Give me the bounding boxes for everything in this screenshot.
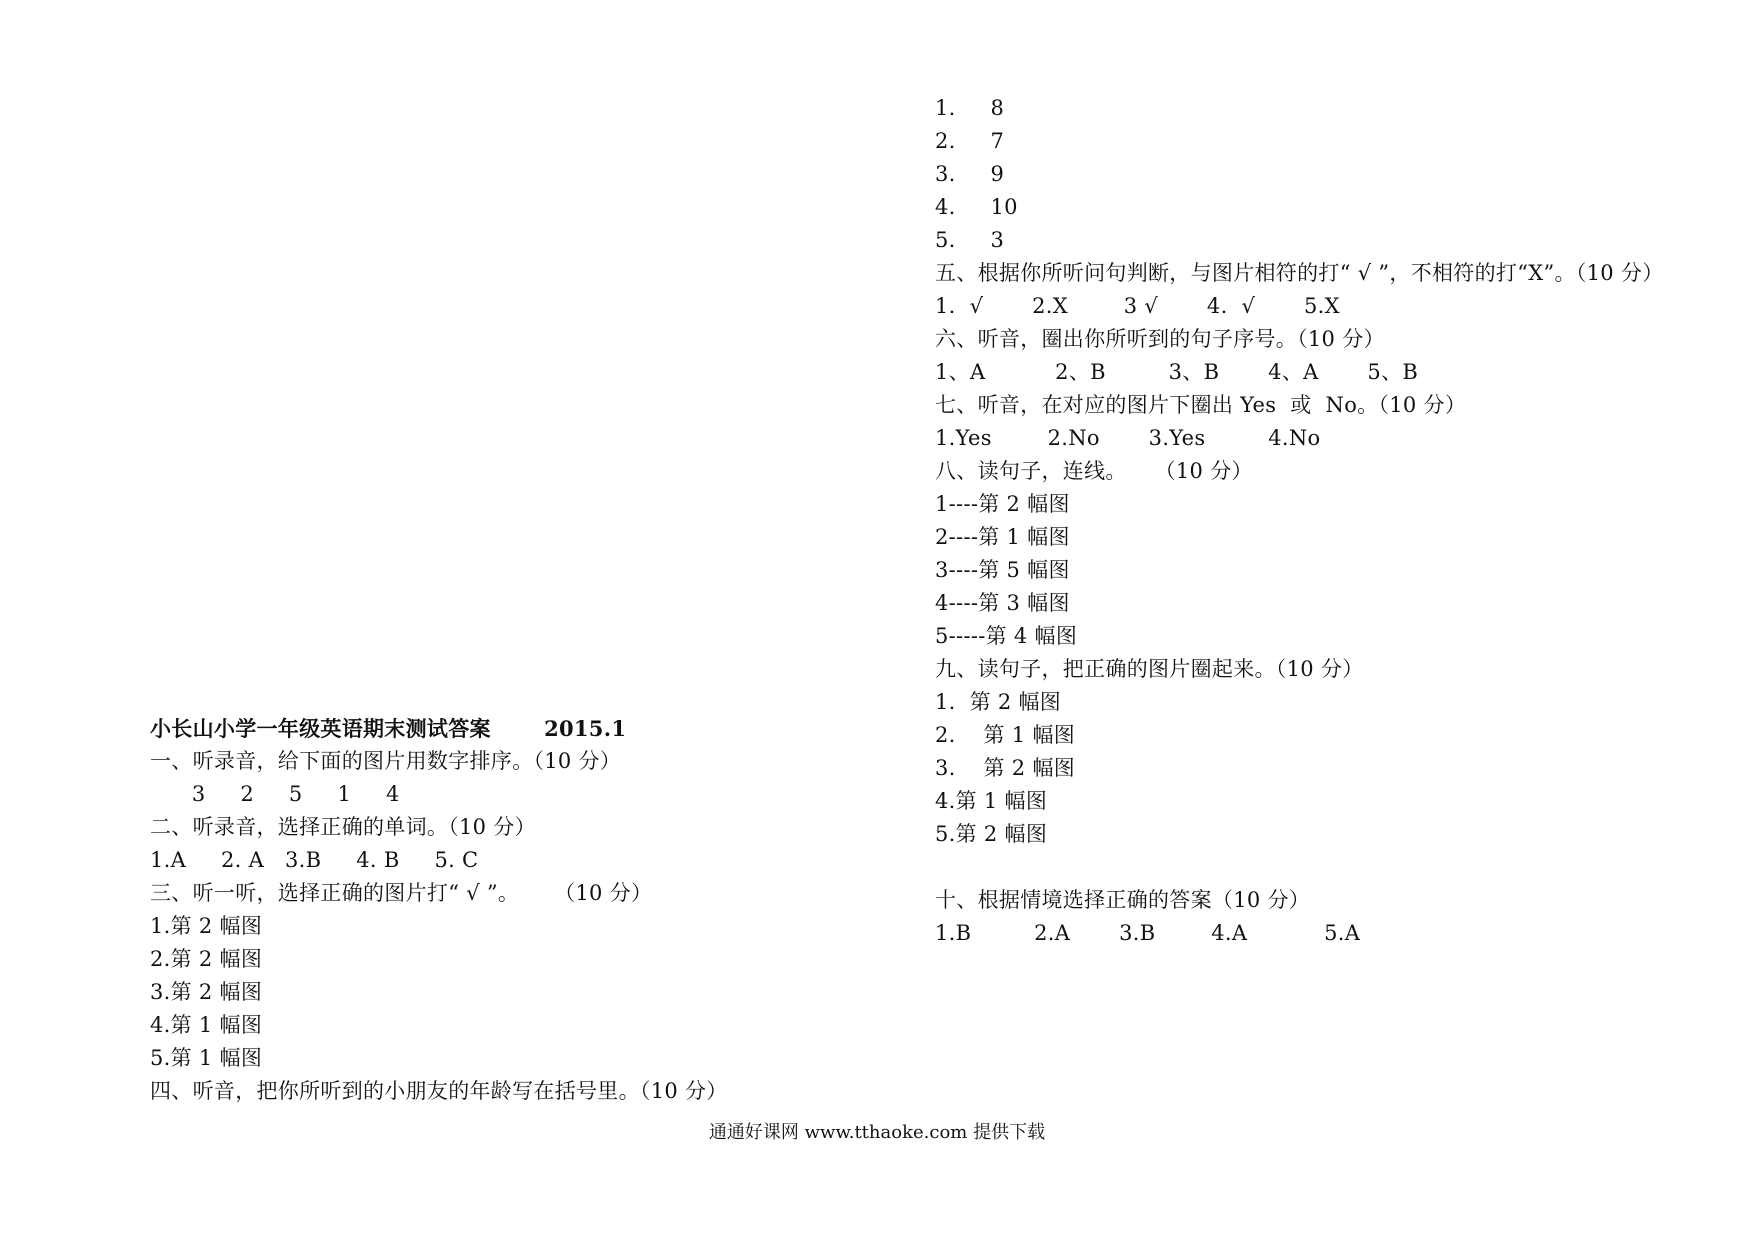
left-line: 3 2 5 1 4 — [150, 782, 400, 806]
right-line: 2. 第 1 幅图 — [935, 723, 1076, 747]
right-line: 1. 第 2 幅图 — [935, 690, 1062, 714]
right-line: 1----第 2 幅图 — [935, 492, 1070, 516]
right-line: 4----第 3 幅图 — [935, 591, 1070, 615]
right-line: 3. 第 2 幅图 — [935, 756, 1076, 780]
right-line: 2----第 1 幅图 — [935, 525, 1070, 549]
right-line: 1、A 2、B 3、B 4、A 5、B — [935, 360, 1419, 384]
right-line: 3----第 5 幅图 — [935, 558, 1070, 582]
left-line: 四、听音，把你所听到的小朋友的年龄写在括号里。（10 分） — [150, 1079, 728, 1103]
right-line: 九、读句子，把正确的图片圈起来。（10 分） — [935, 657, 1364, 681]
right-line: 4. 10 — [935, 195, 1018, 219]
left-line: 4.第 1 幅图 — [150, 1013, 263, 1037]
right-line: 1.B 2.A 3.B 4.A 5.A — [935, 921, 1361, 945]
right-line: 七、听音，在对应的图片下圈出 Yes 或 No。（10 分） — [935, 393, 1467, 417]
left-column — [150, 712, 770, 1108]
footer-credit: 通通好课网 www.tthaoke.com 提供下载 — [708, 1122, 1046, 1143]
left-line: 一、听录音，给下面的图片用数字排序。（10 分） — [150, 749, 622, 773]
right-column — [935, 92, 1715, 950]
spacer — [935, 851, 1715, 884]
right-line: 4.第 1 幅图 — [935, 789, 1048, 813]
left-line: 5.第 1 幅图 — [150, 1046, 263, 1070]
right-line: 1. √ 2.X 3 √ 4. √ 5.X — [935, 294, 1340, 318]
left-line: 3.第 2 幅图 — [150, 980, 263, 1004]
right-line: 五、根据你所听问句判断，与图片相符的打“ √ ”，不相符的打“X”。（10 分） — [935, 261, 1664, 285]
right-line: 十、根据情境选择正确的答案（10 分） — [935, 888, 1311, 912]
right-line: 1. 8 — [935, 96, 1005, 120]
right-line: 5. 3 — [935, 228, 1005, 252]
left-line: 二、听录音，选择正确的单词。（10 分） — [150, 815, 536, 839]
right-line: 5.第 2 幅图 — [935, 822, 1048, 846]
left-line: 1.第 2 幅图 — [150, 914, 263, 938]
left-line: 三、听一听，选择正确的图片打“ √ ”。 （10 分） — [150, 881, 653, 905]
right-line: 八、读句子，连线。 （10 分） — [935, 459, 1253, 483]
right-line: 2. 7 — [935, 129, 1005, 153]
right-line: 1.Yes 2.No 3.Yes 4.No — [935, 426, 1321, 450]
right-line: 5-----第 4 幅图 — [935, 624, 1078, 648]
left-line: 2.第 2 幅图 — [150, 947, 263, 971]
right-line: 六、听音，圈出你所听到的句子序号。（10 分） — [935, 327, 1385, 351]
document-title: 小长山小学一年级英语期末测试答案 2015.1 — [150, 716, 627, 741]
right-line: 3. 9 — [935, 162, 1005, 186]
left-line: 1.A 2. A 3.B 4. B 5. C — [150, 848, 479, 872]
